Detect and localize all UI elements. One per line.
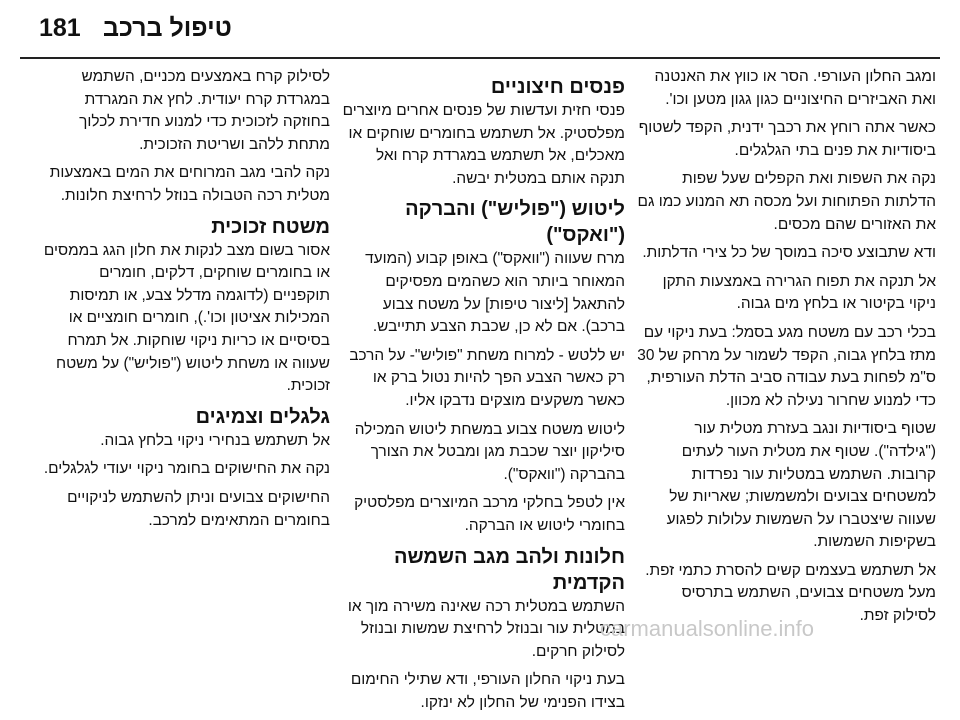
- heading-wheels-tyres: גלגלים וצמיגים: [195, 405, 330, 428]
- page-number: 181: [39, 14, 81, 42]
- paragraph: בכלי רכב עם משטח מגע בסמל: בעת ניקוי עם מתז בלחץ גבוה, הקפד לשמור על מרחק של 30 ס"מ לפחות בעת עבודה סביב הדלת העורפית, כדי למנוע שחרור נעילה לא מכוון.: [637, 323, 936, 409]
- column-middle: [340, 66, 625, 720]
- heading-polish-wax: ליטוש ("פוליש") והברקה ("ואקס"): [405, 198, 625, 247]
- heading-exterior-lights: פנסים חיצוניים: [490, 76, 625, 98]
- paragraph: שטוף ביסודיות ונגב בעזרת מטלית עור ("גילדה"). שטוף את מטלית העור לעתים קרובות. השתמש במטליות עור נפרדות למשטחים צבועים ולמשמשות; שאריות של שעווה שיצטברו על השמשות עלולות לפגוע בשקיפות השמשות.: [666, 420, 936, 551]
- paragraph: אל תנקה את תפוח הגרירה באמצעות התקן ניקוי בקיטור או בלחץ מים גבוה.: [662, 272, 936, 313]
- paragraph: אסור בשום מצב לנקות את חלון הגג בממסים או בחומרים שוחקים, דלקים, חומרים תוקפניים (לדוגמה מדלל צבע, או תמיסות המכילות אציטון וכו'.), חומרים חומציים או בסיסיים או כריות ניקוי שוחקות. אל תמרח שעווה או משחת ליטוש ("פוליש") על משטח זכוכית.: [43, 241, 330, 395]
- paragraph: מרח שעווה ("וואקס") באופן קבוע (המועד המאוחר ביותר הוא כשהמים מפסיקים להתאגל [ליצור טיפות] על משטח צבוע ברכב). אם לא כן, שכבת הצבע תתייבש.: [365, 250, 625, 336]
- paragraph: כאשר אתה רוחץ את רכבך ידנית, הקפד לשטוף ביסודיות את פנים בתי הגלגלים.: [638, 119, 936, 159]
- paragraph: נקה להבי מגב המרוחים את המים באמצעות מטלית רכה הטבולה בנוזל לרחיצת חלונות.: [49, 164, 330, 204]
- heading-glass-surface: משטח זכוכית: [211, 215, 330, 238]
- paragraph: לסילוק קרח באמצעים מכניים, השתמש במגרדת קרח יעודית. לחץ את המגרדת בחוזקה לזכוכית כדי למנוע חדירת לכלוך מתחת ללהב ושריטת הזכוכית.: [79, 68, 330, 153]
- watermark: carmanualsonline.info: [600, 616, 815, 641]
- paragraph: אל תשתמש בנחירי ניקוי בלחץ גבוה.: [100, 431, 330, 449]
- column-left: [40, 66, 330, 538]
- paragraph: ודא שתבוצע סיכה במוסך של כל צירי הדלתות.: [642, 244, 936, 262]
- header-divider: [20, 57, 940, 59]
- paragraph: פנסי חזית ועדשות של פנסים אחרים מיוצרים מפלסטיק. אל תשתמש בחומרים שוחקים או מאכלים, אל תשתמש במגרדת קרח ואל תנקה אותם במטלית יבשה.: [342, 102, 625, 187]
- paragraph: אל תשתמש בעצמים קשים להסרת כתמי זפת. מעל משטחים צבועים, השתמש בתרסיס לסילוק זפת.: [645, 561, 936, 625]
- paragraph: אין לטפל בחלקי מרכב המיוצרים מפלסטיק בחומרי ליטוש או הברקה.: [354, 494, 625, 534]
- heading-windows-wipers: חלונות ולהב מגב השמשה הקדמית: [393, 545, 625, 594]
- paragraph: ומגב החלון העורפי. הסר או כווץ את האנטנה ואת האביזרים החיצוניים כגון גגון מטען וכו'.: [654, 68, 936, 108]
- paragraph: נקה את החישוקים בחומר ניקוי יעודי לגלגלים.: [43, 460, 330, 478]
- paragraph: החישוקים צבועים וניתן להשתמש לניקויים בחומרים המתאימים למרכב.: [67, 488, 330, 529]
- paragraph: בעת ניקוי החלון העורפי, ודא שתילי החימום בצידו הפנימי של החלון לא ינזקו.: [350, 671, 625, 711]
- paragraph: ליטוש משטח צבוע במשחת ליטוש המכילה סיליקון יוצר שכבת מגן ומבטל את הצורך בהברקה ("וואקס").: [354, 420, 625, 483]
- section-title: טיפול ברכב: [103, 14, 232, 42]
- paragraph: השתמש במטלית רכה שאינה משירה מוך או במטלית עור ובנוזל לרחיצת שמשות ובנוזל לסילוק חרקים.: [347, 597, 625, 660]
- paragraph: יש ללטש - למרוח משחת "פוליש"- על הרכב רק כאשר הצבע הפך להיות נטול ברק או כאשר משקעים מוצקים נדבקו אליו.: [349, 346, 625, 409]
- column-right: [636, 66, 936, 634]
- paragraph: נקה את השפות ואת הקפלים שעל שפות הדלתות הפתוחות ועל מכסה תא המנוע כמו גם את האזורים שהם מכסים.: [637, 170, 936, 233]
- page-header: [0, 0, 960, 66]
